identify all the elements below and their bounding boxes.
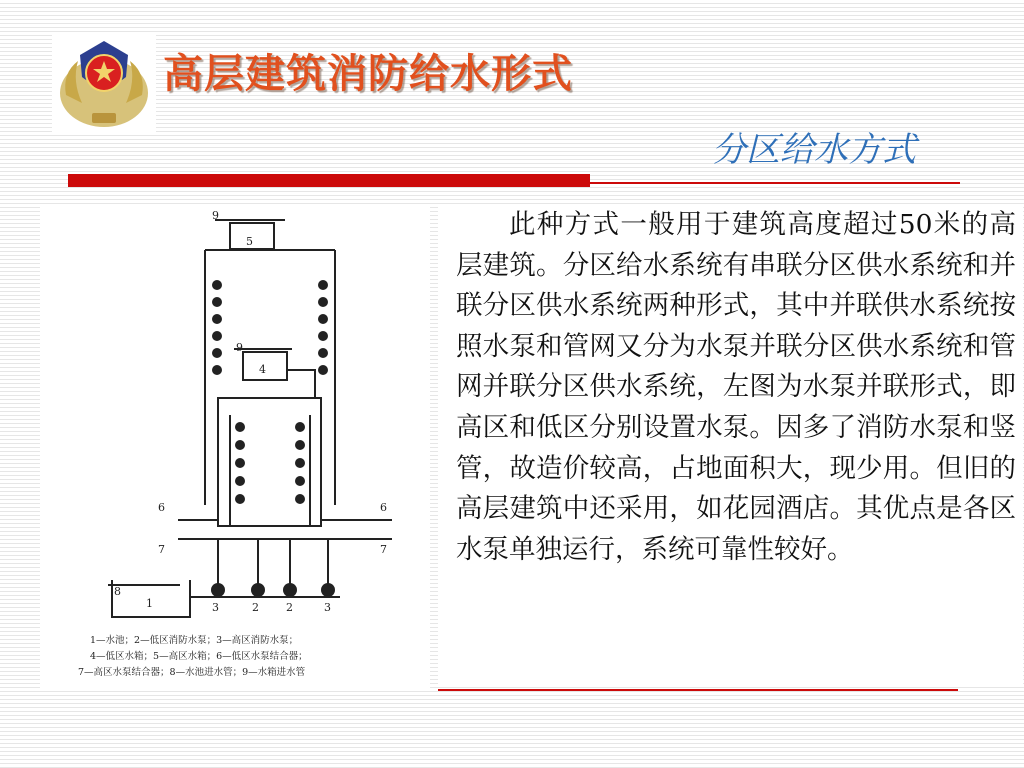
label-3-left: 3 <box>212 601 219 614</box>
label-2-left: 2 <box>252 601 259 614</box>
label-8: 8 <box>114 585 121 598</box>
bottom-divider <box>438 689 958 691</box>
title-divider-thin <box>590 182 960 184</box>
label-6-right: 6 <box>380 501 387 514</box>
description-paragraph: 此种方式一般用于建筑高度超过50米的高层建筑。分区给水系统有串联分区供水系统和并联分区供水系统两种形式，其中并联供水系统按照水泵和管网又分为水泵并联分区供水系统和管网并联分区供水系统，左图为水泵并联形式，即高区和低区分别设置水泵。因多了消防水泵和竖管，故造价较高，占地面积大，现少用。但旧的高层建筑中还采用，如花园酒店。其优点是各区水泵单独运行，系统可靠性较好。 <box>456 209 1016 565</box>
label-9-mid: 9 <box>236 341 243 354</box>
police-emblem-icon <box>52 33 156 133</box>
system-diagram <box>40 205 430 690</box>
legend-line-1: 1—水池；2—低区消防水泵；3—高区消防水泵； <box>90 635 299 646</box>
label-4: 4 <box>259 363 266 376</box>
label-3-right: 3 <box>324 601 331 614</box>
slide-subtitle: 分区给水方式 <box>712 130 916 170</box>
emblem-logo <box>52 33 156 133</box>
legend-line-3: 7—高区水泵结合器；8—水池进水管；9—水箱进水管 <box>78 667 306 678</box>
label-7-left: 7 <box>158 543 165 556</box>
label-5: 5 <box>246 235 253 248</box>
title-divider-thick <box>68 174 590 187</box>
slide-title: 高层建筑消防给水形式 <box>163 51 573 97</box>
label-6-left: 6 <box>158 501 165 514</box>
fire-water-system-schematic <box>40 205 430 690</box>
label-1: 1 <box>146 597 153 610</box>
label-2-right: 2 <box>286 601 293 614</box>
description-panel <box>438 205 1023 685</box>
label-9-top: 9 <box>212 209 219 222</box>
legend-line-2: 4—低区水箱；5—高区水箱；6—低区水泵结合器； <box>90 651 308 662</box>
label-7-right: 7 <box>380 543 387 556</box>
